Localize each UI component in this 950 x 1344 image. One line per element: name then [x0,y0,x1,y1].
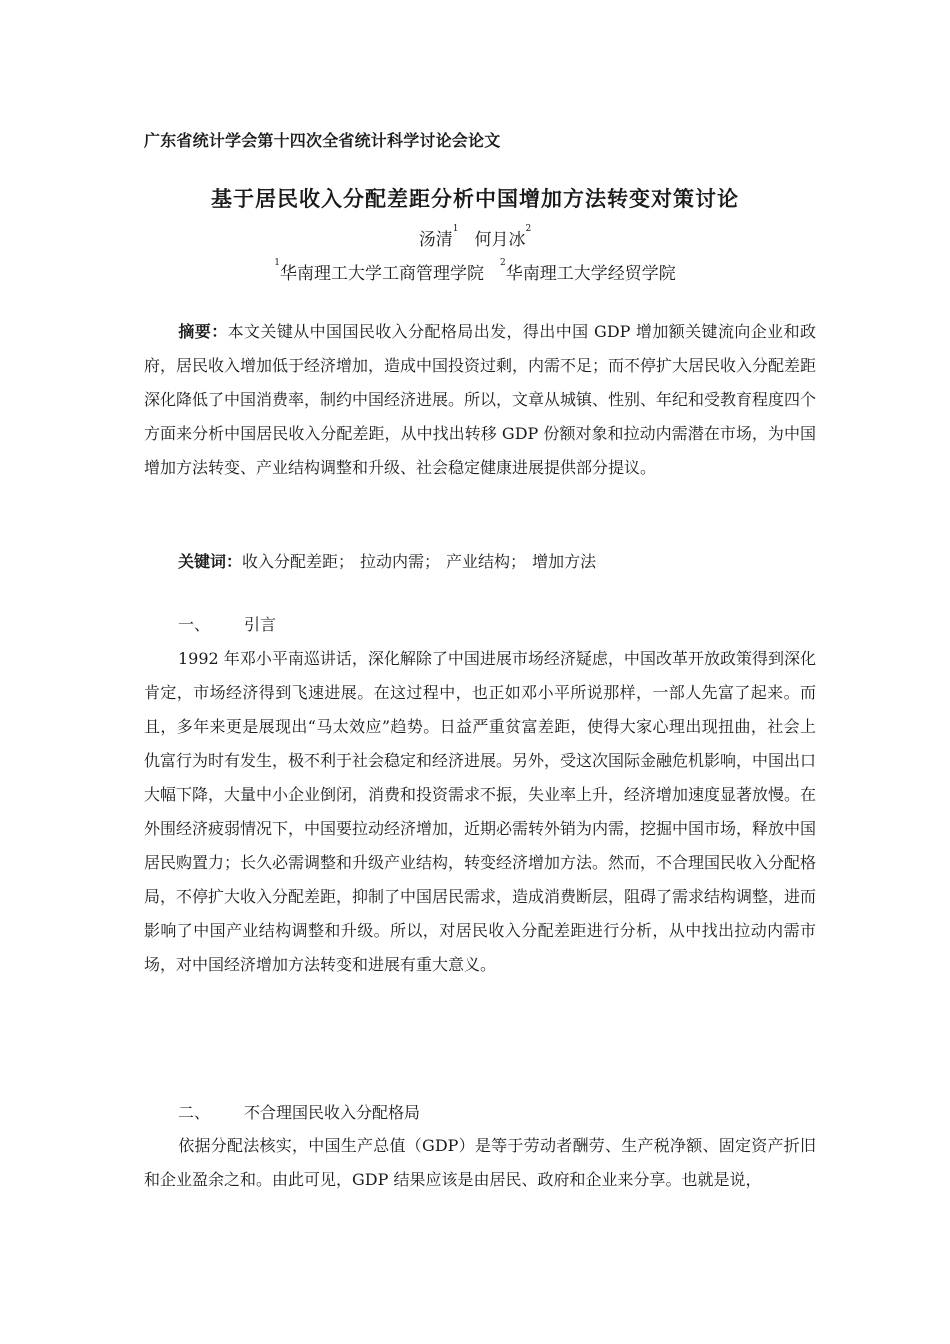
author-line [0,225,950,250]
paper-title: 基于居民收入分配差距分析中国增加方法转变对策讨论 [211,186,739,211]
section-heading [178,1100,420,1123]
abstract-label: 摘要： [178,322,228,341]
section-number: 二、 [178,1103,211,1122]
affiliation-name: 华南理工大学工商管理学院 [280,264,484,284]
affiliation-line [0,259,950,284]
section-paragraph [144,1129,816,1197]
section-paragraph [144,642,816,982]
author-mark: 2 [525,224,532,234]
keyword-item: 产业结构； [446,552,527,571]
section-title: 引言 [244,615,277,634]
paragraph-text: 1992 年邓小平南巡讲话，深化解除了中国进展市场经济疑虑，中国改革开放政策得到深化肯定，市场经济得到飞速进展。在这过程中，也正如邓小平所说那样，一部人先富了起来。而且，多年来更是展现出“马太效应”趋势。日益严重贫富差距，使得大家心理出现扭曲，社会上仇富行为时有发生，极不利于社会稳定和经济进展。另外，受这次国际金融危机影响，中国出口大幅下降，大量中小企业倒闭，消费和投资需求不振，失业率上升，经济增加速度显著放慢。在外围经济疲弱情况下，中国要拉动经济增加，近期必需转外销为内需，挖掘中国市场，释放中国居民购置力；长久必需调整和升级产业结构，转变经济增加方法。然而，不合理国民收入分配格局，不停扩大收入分配差距，抑制了中国居民需求，造成消费断层，阻碍了需求结构调整，进而影响了中国产业结构调整和升级。所以，对居民收入分配差距进行分析，从中找出拉动内需市场，对中国经济增加方法转变和进展有重大意义。 [144,649,817,974]
keywords-label: 关键词： [178,552,243,571]
author-mark: 1 [452,224,459,234]
keyword-item: 收入分配差距； [242,552,355,571]
section-title: 不合理国民收入分配格局 [244,1103,421,1122]
paragraph-text: 依据分配法核实，中国生产总值（GDP）是等于劳动者酬劳、生产税净额、固定资产折旧和企业盈余之和。由此可见，GDP 结果应该是由居民、政府和企业来分享。也就是说， [144,1136,816,1189]
keywords [144,545,816,579]
abstract [144,315,816,485]
author-name: 汤清 [418,230,453,250]
conference-header: 广东省统计学会第十四次全省统计科学讨论会论文 [144,131,501,150]
affiliation-mark: 2 [500,258,506,268]
section-number: 一、 [178,615,211,634]
keyword-item: 拉动内需； [360,552,441,571]
affiliation-mark: 1 [274,258,280,268]
affiliation-name: 华南理工大学经贸学院 [505,264,676,284]
section-heading [178,612,276,635]
keyword-item: 增加方法 [532,552,597,571]
author-name: 何月冰 [474,230,526,250]
abstract-text: 本文关键从中国国民收入分配格局出发，得出中国 GDP 增加额关键流向企业和政府，居民收入增加低于经济增加，造成中国投资过剩，内需不足；而不停扩大居民收入分配差距深化降低了中国消费率，制约中国经济进展。所以，文章从城镇、性别、年纪和受教育程度四个方面来分析中国居民收入分配差距，从中找出转移 GDP 份额对象和拉动内需潜在市场，为中国增加方法转变、产业结构调整和升级、社会稳定健康进展提供部分提议。 [144,322,817,477]
